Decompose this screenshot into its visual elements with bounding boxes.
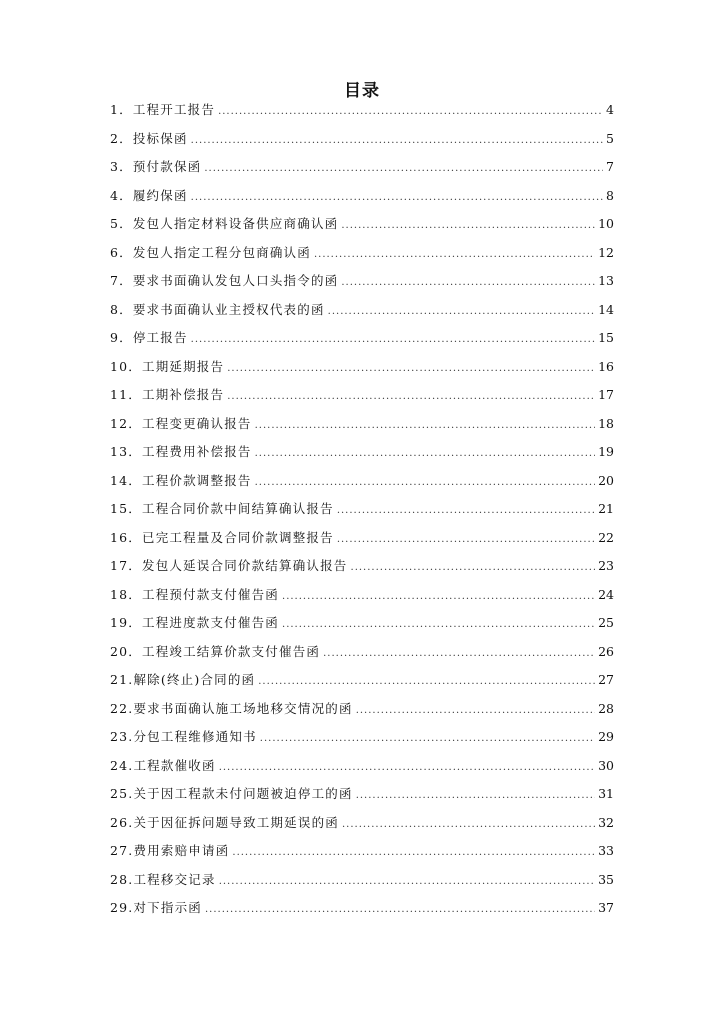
dot-leader — [282, 611, 595, 640]
toc-entry-page-number: 25 — [598, 615, 614, 630]
toc-entry-title: 12．工程变更确认报告 — [110, 415, 252, 431]
toc-entry-page-number: 24 — [598, 586, 614, 602]
toc-entry-page-number: 16 — [598, 358, 614, 374]
dot-leader — [227, 383, 595, 412]
toc-entry-title: 29.对下指示函 — [110, 900, 202, 915]
toc-entry-page-number: 13 — [598, 273, 614, 288]
toc-entry[interactable] — [110, 324, 614, 353]
toc-entry-title: 1．工程开工报告 — [110, 102, 216, 117]
page-title: 目录 — [344, 81, 380, 101]
table-of-contents — [110, 96, 614, 923]
toc-entry[interactable] — [110, 153, 614, 182]
toc-entry[interactable] — [110, 267, 614, 296]
toc-entry-page-number: 33 — [598, 843, 614, 858]
dot-leader — [337, 526, 595, 555]
toc-entry-page-number: 8 — [606, 187, 614, 203]
toc-entry[interactable] — [110, 752, 614, 781]
toc-entry-title: 22.要求书面确认施工场地移交情况的函 — [110, 700, 353, 716]
toc-entry[interactable] — [110, 638, 614, 667]
toc-entry-page-number: 5 — [606, 130, 614, 146]
toc-entry-page-number: 22 — [598, 529, 614, 545]
toc-entry[interactable] — [110, 239, 614, 268]
dot-leader — [282, 583, 595, 612]
dot-leader — [219, 754, 595, 783]
toc-entry[interactable] — [110, 894, 614, 923]
toc-entry-title: 11．工期补偿报告 — [110, 387, 225, 402]
toc-entry[interactable] — [110, 837, 614, 866]
dot-leader — [356, 782, 595, 811]
toc-entry[interactable] — [110, 210, 614, 239]
dot-leader — [255, 440, 595, 469]
toc-entry-page-number: 35 — [598, 871, 614, 887]
dot-leader — [204, 155, 603, 184]
toc-entry-page-number: 37 — [598, 900, 614, 915]
dot-leader — [260, 725, 595, 754]
toc-entry-page-number: 26 — [598, 643, 614, 659]
dot-leader — [351, 554, 596, 583]
toc-entry-page-number: 14 — [598, 301, 614, 317]
dot-leader — [341, 269, 595, 298]
dot-leader — [205, 896, 595, 925]
toc-entry-title: 28.工程移交记录 — [110, 871, 216, 887]
dot-leader — [328, 298, 595, 327]
toc-entry[interactable] — [110, 381, 614, 410]
toc-entry-page-number: 4 — [606, 102, 614, 117]
toc-entry-page-number: 32 — [598, 814, 614, 830]
toc-entry-page-number: 18 — [598, 415, 614, 431]
toc-entry-page-number: 19 — [598, 444, 614, 459]
dot-leader — [191, 326, 595, 355]
toc-entry[interactable] — [110, 866, 614, 895]
toc-entry[interactable] — [110, 581, 614, 610]
toc-entry-title: 3．预付款保函 — [110, 159, 202, 174]
dot-leader — [219, 868, 595, 897]
toc-entry-page-number: 31 — [598, 786, 614, 801]
toc-entry-title: 27.费用索赔申请函 — [110, 843, 230, 858]
dot-leader — [314, 241, 595, 270]
toc-entry[interactable] — [110, 609, 614, 638]
toc-entry-title: 10．工期延期报告 — [110, 358, 225, 374]
toc-entry[interactable] — [110, 495, 614, 524]
dot-leader — [356, 697, 595, 726]
toc-entry-title: 14．工程价款调整报告 — [110, 472, 252, 488]
toc-entry-title: 2．投标保函 — [110, 130, 188, 146]
toc-entry[interactable] — [110, 552, 614, 581]
dot-leader — [337, 497, 595, 526]
toc-entry[interactable] — [110, 695, 614, 724]
toc-entry-title: 13．工程费用补偿报告 — [110, 444, 252, 459]
toc-entry-title: 17．发包人延误合同价款结算确认报告 — [110, 558, 348, 573]
toc-entry-page-number: 23 — [598, 558, 614, 573]
toc-entry[interactable] — [110, 96, 614, 125]
toc-entry[interactable] — [110, 410, 614, 439]
toc-entry[interactable] — [110, 467, 614, 496]
dot-leader — [227, 355, 595, 384]
toc-entry[interactable] — [110, 524, 614, 553]
toc-entry[interactable] — [110, 666, 614, 695]
toc-entry-title: 26.关于因征拆问题导致工期延误的函 — [110, 814, 339, 830]
toc-entry[interactable] — [110, 125, 614, 154]
toc-entry-page-number: 28 — [598, 700, 614, 716]
toc-entry[interactable] — [110, 723, 614, 752]
toc-entry-page-number: 21 — [598, 501, 614, 516]
dot-leader — [232, 839, 595, 868]
toc-entry-page-number: 20 — [598, 472, 614, 488]
toc-entry[interactable] — [110, 809, 614, 838]
toc-entry-title: 8．要求书面确认业主授权代表的函 — [110, 301, 325, 317]
toc-entry-title: 5．发包人指定材料设备供应商确认函 — [110, 216, 339, 231]
dot-leader — [191, 184, 603, 213]
toc-entry[interactable] — [110, 182, 614, 211]
toc-entry[interactable] — [110, 296, 614, 325]
dot-leader — [342, 811, 595, 840]
toc-entry-title: 9．停工报告 — [110, 330, 188, 345]
toc-entry-page-number: 12 — [598, 244, 614, 260]
dot-leader — [323, 640, 595, 669]
toc-entry[interactable] — [110, 780, 614, 809]
toc-entry-title: 23.分包工程维修通知书 — [110, 729, 257, 744]
toc-entry-title: 19．工程进度款支付催告函 — [110, 615, 280, 630]
dot-leader — [255, 469, 595, 498]
toc-entry-title: 15．工程合同价款中间结算确认报告 — [110, 501, 334, 516]
toc-entry-page-number: 15 — [598, 330, 614, 345]
toc-entry[interactable] — [110, 353, 614, 382]
toc-entry-title: 20．工程竣工结算价款支付催告函 — [110, 643, 321, 659]
toc-entry-page-number: 29 — [598, 729, 614, 744]
toc-entry-title: 6．发包人指定工程分包商确认函 — [110, 244, 311, 260]
dot-leader — [255, 412, 595, 441]
toc-entry-title: 18．工程预付款支付催告函 — [110, 586, 280, 602]
toc-entry[interactable] — [110, 438, 614, 467]
toc-entry-page-number: 10 — [598, 216, 614, 231]
toc-entry-title: 24.工程款催收函 — [110, 757, 216, 773]
toc-entry-title: 4．履约保函 — [110, 187, 188, 203]
toc-entry-page-number: 30 — [598, 757, 614, 773]
toc-entry-page-number: 7 — [606, 159, 614, 174]
dot-leader — [191, 127, 603, 156]
dot-leader — [258, 668, 595, 697]
toc-entry-title: 16．已完工程量及合同价款调整报告 — [110, 529, 334, 545]
dot-leader — [341, 212, 595, 241]
toc-entry-title: 25.关于因工程款未付问题被迫停工的函 — [110, 786, 353, 801]
dot-leader — [218, 98, 603, 127]
toc-entry-page-number: 17 — [598, 387, 614, 402]
toc-entry-title: 7．要求书面确认发包人口头指令的函 — [110, 273, 339, 288]
toc-entry-page-number: 27 — [598, 672, 614, 687]
toc-entry-title: 21.解除(终止)合同的函 — [110, 672, 256, 687]
